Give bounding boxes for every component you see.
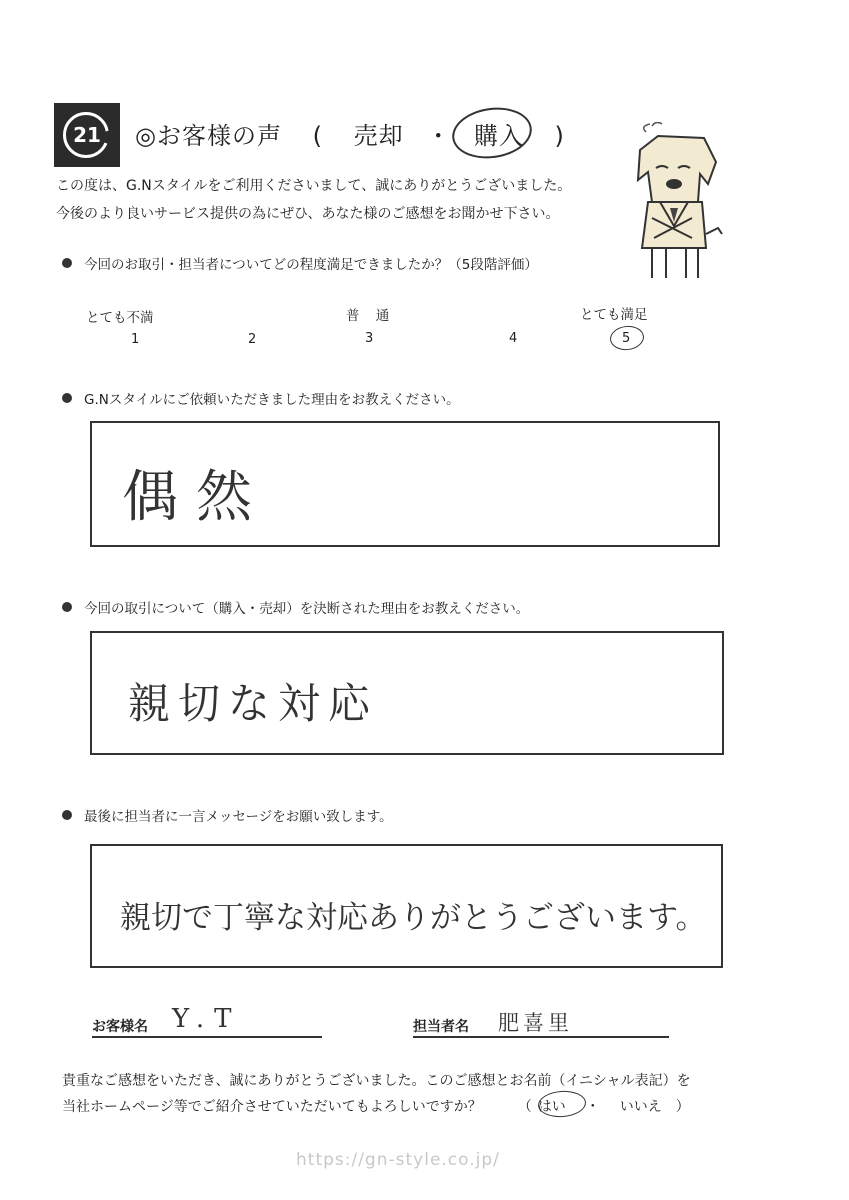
rating-label-high: とても満足	[580, 307, 648, 323]
rating-option-2[interactable]: 2	[248, 332, 257, 347]
answer-box-2[interactable]	[90, 421, 720, 547]
customer-name-line	[92, 1036, 322, 1038]
rating-option-3[interactable]: 3	[365, 331, 374, 346]
answer-box-3[interactable]	[90, 631, 724, 755]
bullet-icon	[62, 258, 72, 268]
question-3	[62, 597, 529, 617]
rating-label-low: とても不満	[86, 310, 154, 326]
consent-no[interactable]: いいえ	[619, 1099, 662, 1115]
question-4	[62, 805, 393, 825]
rating-option-4[interactable]: 4	[509, 331, 518, 346]
intro-line-2: 今後のより良いサービス提供の為にぜひ、あなた様のご感想をお聞かせ下さい。	[56, 206, 560, 222]
website-url-watermark: https://gn-style.co.jp/	[296, 1150, 500, 1170]
staff-name-value[interactable]: 肥喜里	[498, 1011, 573, 1035]
question-2-text: G.Nスタイルにご依頼いただきました理由をお教えください。	[84, 392, 460, 408]
intro-line-1: この度は、G.Nスタイルをご利用くださいまして、誠にありがとうございました。	[56, 178, 572, 194]
consent-line-1: 貴重なご感想をいただき、誠にありがとうございました。このご感想とお名前（イニシャル表記）を	[62, 1073, 691, 1089]
paren-close: )	[554, 122, 565, 150]
question-1	[62, 253, 538, 273]
answer-box-4[interactable]	[90, 844, 723, 968]
consent-line-2	[62, 1096, 690, 1116]
answer-3-text: 親切な対応	[128, 679, 379, 728]
option-separator: ・	[426, 122, 452, 150]
question-3-text: 今回の取引について（購入・売却）を決断された理由をお教えください。	[84, 601, 530, 617]
question-1-text: 今回のお取引・担当者についてどの程度満足できましたか？（5段階評価）	[84, 257, 538, 273]
bullet-icon	[62, 810, 72, 820]
consent-paren-close: ）	[675, 1099, 690, 1115]
dog-mascot-illustration	[612, 122, 732, 284]
paren-open: (	[312, 122, 323, 150]
customer-name-label: お客様名	[92, 1019, 148, 1035]
staff-name-label: 担当者名	[413, 1019, 469, 1035]
bullet-icon	[62, 602, 72, 612]
question-2	[62, 388, 460, 408]
customer-name-value[interactable]: Y.T	[172, 1004, 242, 1034]
bullet-icon	[62, 393, 72, 403]
consent-separator: ・	[585, 1099, 600, 1115]
rating-selected-circle	[609, 324, 645, 351]
rating-label-mid: 普 通	[346, 308, 396, 324]
logo-number: 21	[73, 123, 101, 147]
consent-paren-open: （	[517, 1099, 532, 1115]
selected-option-circle	[449, 103, 535, 164]
consent-question: 当社ホームページ等でご紹介させていただいてもよろしいですか？	[62, 1099, 482, 1115]
title-text: ◎お客様の声	[135, 122, 282, 150]
option-sell: 売却	[353, 122, 404, 150]
century21-logo	[54, 103, 120, 167]
rating-option-5[interactable]: 5	[622, 331, 631, 346]
option-buy: 購入	[473, 122, 524, 150]
consent-yes[interactable]: はい	[537, 1099, 566, 1115]
answer-4-text: 親切で丁寧な対応ありがとうございます。	[120, 900, 707, 936]
answer-2-text: 偶然	[122, 465, 270, 530]
question-4-text: 最後に担当者に一言メッセージをお願い致します。	[84, 809, 393, 825]
rating-option-1[interactable]: 1	[131, 332, 140, 347]
